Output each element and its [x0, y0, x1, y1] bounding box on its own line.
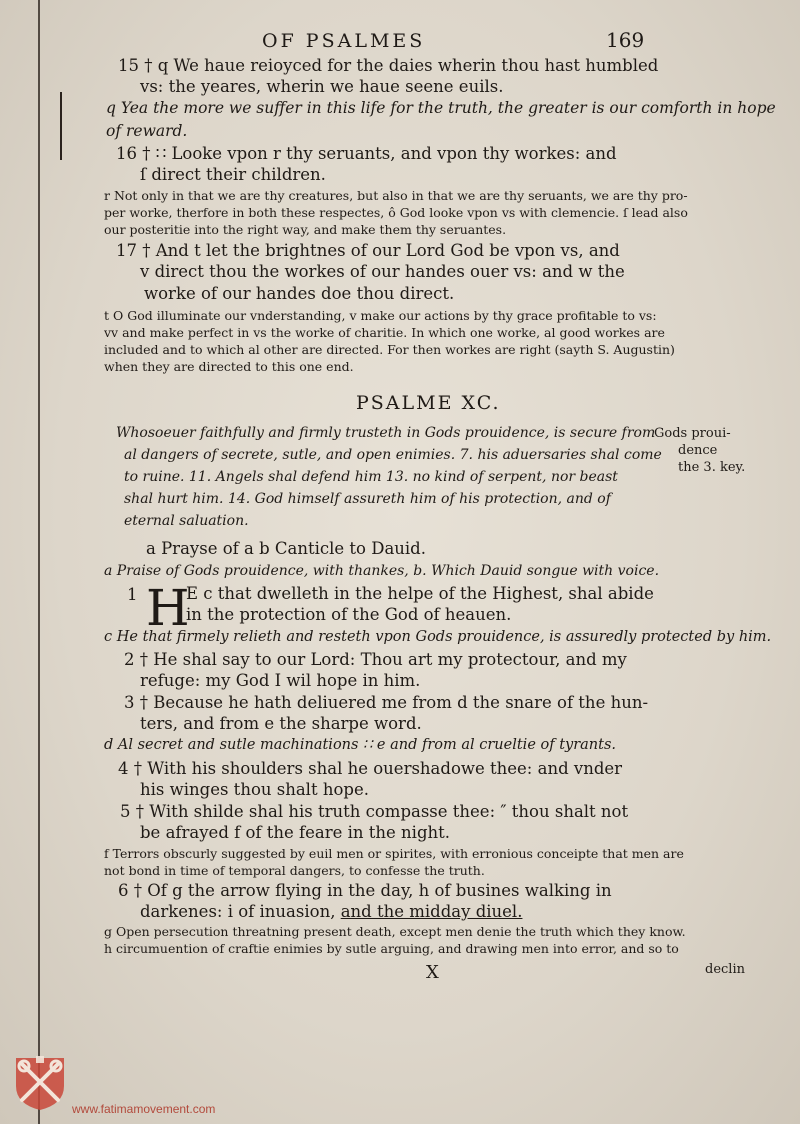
- signature-mark: X: [426, 962, 439, 983]
- argument-line-4: shal hurt him. 14. God himself assureth him of his protection, and of: [124, 491, 611, 507]
- note-r-line-2: per worke, therfore in both these respectes, ô God looke vpon vs with clemencie. ſ lead also: [104, 205, 688, 220]
- underlined-phrase: and the midday diuel.: [340, 902, 523, 921]
- verse-17-line-2: v direct thou the workes of our handes ouer vs: and w the: [140, 262, 625, 281]
- binding-line: [38, 0, 40, 1124]
- note-t-line-3: included and to which al other are directed. For then workes are right (sayth S. Augustin): [104, 342, 675, 357]
- verse-16-line-2: ſ direct their children.: [140, 165, 326, 184]
- verse-3-line-1: 3 † Because he hath deliuered me from d the snare of the hun-: [124, 693, 649, 712]
- side-note-line-1: Gods proui-: [654, 426, 731, 441]
- argument-line-5: eternal saluation.: [124, 513, 249, 529]
- keys-logo-icon: [12, 1054, 68, 1112]
- note-f-line-1: f Terrors obscurly suggested by euil men or spirites, with erronious conceipte that men are: [104, 846, 684, 861]
- verse-2-line-1: 2 † He shal say to our Lord: Thou art my protectour, and my: [124, 650, 627, 669]
- note-r-line-3: our posteritie into the right way, and make them thy seruantes.: [104, 222, 507, 237]
- argument-line-3: to ruine. 11. Angels shal defend him 13. no kind of serpent, nor beast: [124, 469, 618, 485]
- verse-1-number: 1: [127, 585, 138, 604]
- note-r-line-1: r Not only in that we are thy creatures, but also in that we are thy seruants, we are thy pro-: [104, 188, 688, 203]
- note-t-line-4: when they are directed to this one end.: [104, 359, 354, 374]
- side-note-line-2: dence: [678, 443, 718, 458]
- margin-mark: [60, 92, 62, 160]
- side-note-line-3: the 3. key.: [678, 460, 746, 475]
- verse-5-line-1: 5 † With shilde shal his truth compasse thee: ″ thou shalt not: [120, 802, 629, 821]
- verse-15-line-2: vs: the yeares, wherin we haue seene euils.: [140, 77, 504, 96]
- note-a: a Praise of Gods prouidence, with thankes, b. Which Dauid songue with voice.: [104, 563, 660, 579]
- verse-5-line-2: be afrayed f of the feare in the night.: [140, 823, 451, 842]
- note-h: h circumuention of craftie enimies by sutle arguing, and drawing men into error, and so to: [104, 941, 679, 956]
- note-t-line-1: t O God illuminate our vnderstanding, v make our actions by thy grace profitable to vs:: [104, 308, 657, 323]
- note-q-line-1: q Yea the more we suffer in this life for the truth, the greater is our comforth in hope: [106, 99, 776, 117]
- verse-6-line-1: 6 † Of g the arrow flying in the day, h of busines walking in: [118, 881, 612, 900]
- verse-17-line-3: worke of our handes doe thou direct.: [144, 284, 455, 303]
- note-t-line-2: vv and make perfect in vs the worke of charitie. In which one worke, al good workes are: [104, 325, 665, 340]
- verse-15-line-1: 15 † q We haue reioyced for the daies wherin thou hast humbled: [118, 56, 659, 75]
- note-q-line-2: of reward.: [106, 122, 188, 140]
- verse-1-line-1: E c that dwelleth in the helpe of the Highest, shal abide: [186, 584, 654, 603]
- note-g: g Open persecution threatning present death, except men denie the truth which they know.: [104, 924, 686, 939]
- psalm-title: a Prayse of a b Canticle to Dauid.: [146, 539, 426, 558]
- verse-16-line-1: 16 † ∷ Looke vpon r thy seruants, and vpon thy workes: and: [116, 144, 617, 163]
- psalm-heading: PSALME XC.: [356, 392, 501, 414]
- note-f-line-2: not bond in time of temporal dangers, to confesse the truth.: [104, 863, 485, 878]
- argument-line-2: al dangers of secrete, sutle, and open enimies. 7. his aduersaries shal come: [124, 447, 662, 463]
- verse-1-line-2: in the protection of the God of heauen.: [186, 605, 512, 624]
- argument-line-1: Whosoeuer faithfully and firmly trusteth in Gods prouidence, is secure from: [116, 425, 656, 441]
- verse-6-line-2: [140, 904, 522, 921]
- watermark-url: www.fatimamovement.com: [72, 1102, 216, 1116]
- verse-3-line-2: ters, and from e the sharpe word.: [140, 714, 422, 733]
- drop-capital: H: [146, 579, 190, 637]
- verse-6-line-2-start: darkenes: i of inuasion,: [140, 902, 336, 921]
- page-number: 169: [606, 28, 645, 52]
- note-c: c He that firmely relieth and resteth vpon Gods prouidence, is assuredly protected by him.: [104, 629, 772, 645]
- note-d: d Al secret and sutle machinations ∷ e and from al crueltie of tyrants.: [104, 737, 617, 753]
- catchword: declin: [705, 962, 745, 977]
- verse-4-line-2: his winges thou shalt hope.: [140, 780, 369, 799]
- verse-17-line-1: 17 † And t let the brightnes of our Lord God be vpon vs, and: [116, 241, 620, 260]
- running-head: OF PSALMES: [262, 30, 426, 52]
- verse-4-line-1: 4 † With his shoulders shal he ouershadowe thee: and vnder: [118, 759, 623, 778]
- verse-2-line-2: refuge: my God I wil hope in him.: [140, 671, 421, 690]
